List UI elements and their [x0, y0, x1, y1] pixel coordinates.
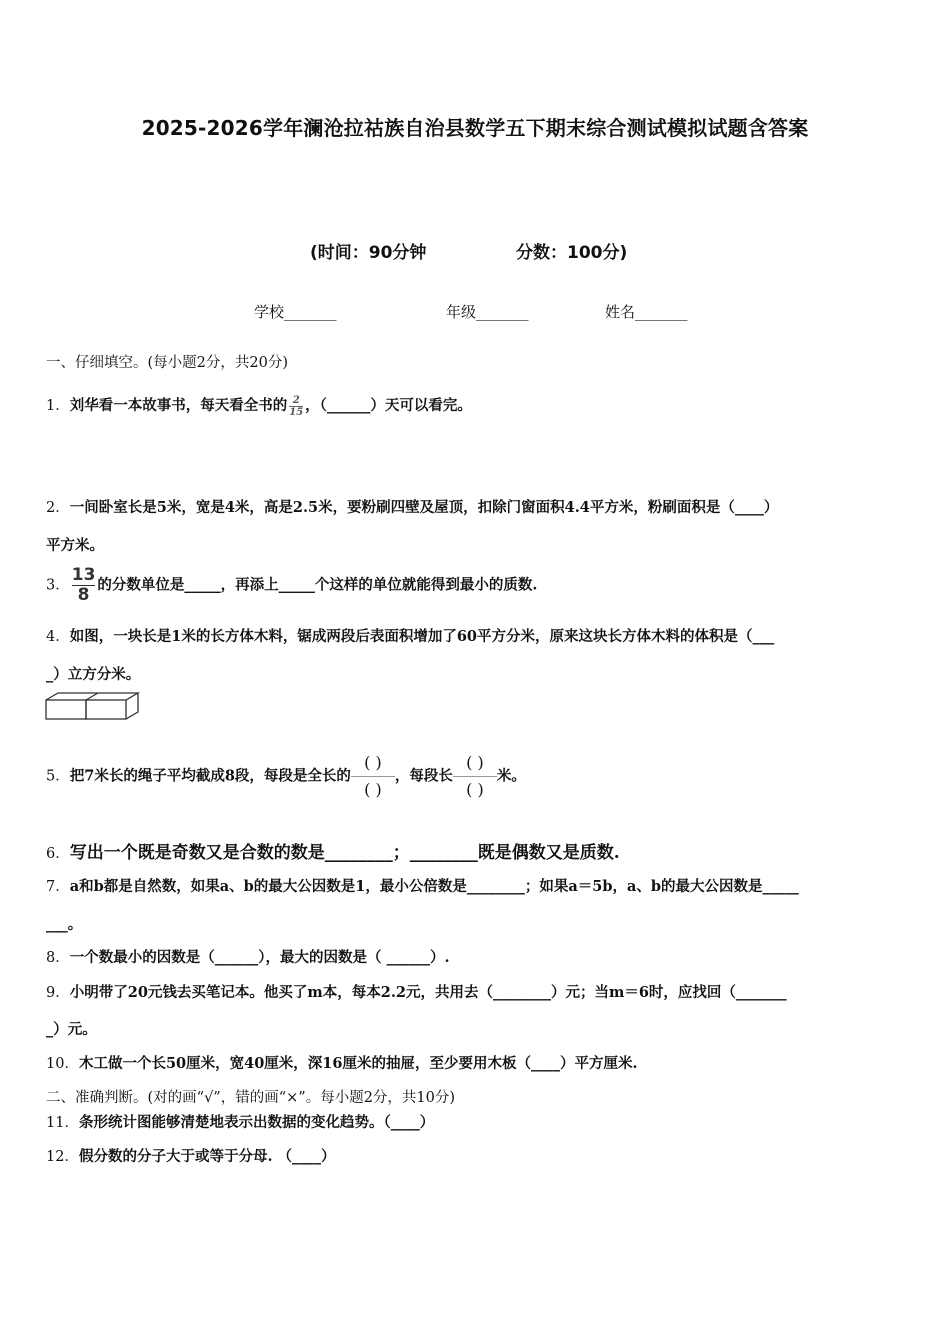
blank-numerator: ( ) [466, 753, 484, 772]
question-text: ，（______）天可以看完。 [305, 397, 472, 414]
question-9-continued: _）元。 [46, 1021, 97, 1038]
question-number: 2． [46, 500, 70, 516]
question-10 [46, 1052, 638, 1073]
question-11 [46, 1111, 434, 1132]
question-number: 3． [46, 577, 70, 594]
question-number: 12． [46, 1149, 79, 1165]
question-5 [46, 750, 526, 803]
question-number: 10． [46, 1056, 79, 1072]
block-left-front [46, 700, 86, 719]
question-number: 11． [46, 1115, 79, 1131]
question-7 [46, 875, 799, 896]
question-12 [46, 1145, 336, 1166]
section-heading-judgement: 二、准确判断。(对的画“√”，错的画“×”。每小题2分，共10分) [46, 1090, 456, 1106]
question-number: 9． [46, 985, 70, 1001]
name-field: 姓名_______ [605, 303, 688, 321]
question-text: 小明带了20元钱去买笔记本。他买了m本，每本2.2元，共用去（________）元；当m＝6时，应找回（_______ [69, 984, 787, 1001]
blank-denominator: ( ) [351, 776, 395, 803]
block-right-front [86, 700, 126, 719]
question-number: 6． [46, 846, 70, 862]
question-text: ，每段长 [394, 767, 453, 785]
fraction [289, 395, 303, 418]
fraction [72, 566, 96, 605]
question-7-continued: ___。 [46, 916, 83, 933]
school-field: 学校_______ [254, 303, 337, 321]
question-number: 5． [46, 768, 70, 785]
blank-numerator: ( ) [364, 753, 382, 772]
section-heading-fill-in: 一、仔细填空。(每小题2分，共20分) [46, 355, 288, 371]
question-number: 1． [46, 398, 70, 414]
fraction-denominator: 15 [289, 406, 304, 418]
question-number: 8． [46, 950, 70, 966]
question-1 [46, 394, 472, 418]
question-text: 假分数的分子大于或等于分母. （____） [78, 1148, 336, 1165]
question-text: 条形统计图能够清楚地表示出数据的变化趋势。（____） [78, 1114, 435, 1131]
blank-fraction-1 [351, 750, 395, 803]
fraction-numerator: 2 [292, 394, 300, 406]
question-6 [46, 838, 620, 863]
question-text: a和b都是自然数，如果a、b的最大公因数是1，最小公倍数是________；如果a＝5b，a、b的最大公因数是_____ [69, 878, 799, 895]
question-text: 木工做一个长50厘米，宽40厘米，深16厘米的抽屉，至少要用木板（____）平方厘米. [78, 1055, 638, 1072]
question-9 [46, 981, 787, 1002]
question-number: 7． [46, 879, 70, 895]
question-3 [46, 566, 537, 605]
question-text: 一间卧室长是5米，宽是4米，高是2.5米，要粉刷四壁及屋顶，扣除门窗面积4.4平方米，粉刷面积是（____） [69, 499, 779, 516]
question-4 [46, 625, 774, 646]
question-4-continued: _）立方分米。 [46, 666, 141, 683]
question-number: 4． [46, 629, 70, 645]
document-title: 2025-2026学年澜沧拉祜族自治县数学五下期末综合测试模拟试题含答案 [141, 116, 809, 140]
blank-fraction-2 [453, 750, 497, 803]
question-text: 写出一个既是奇数又是合数的数是________；________既是偶数又是质数. [69, 843, 620, 863]
question-2 [46, 496, 778, 517]
question-text: 刘华看一本故事书，每天看全书的 [69, 397, 288, 414]
question-text: 的分数单位是_____，再添上_____个这样的单位就能得到最小的质数. [97, 576, 538, 594]
cut-line [86, 693, 98, 700]
question-text: 米。 [496, 767, 526, 785]
question-text: 一个数最小的因数是（______），最大的因数是（ ______）. [69, 949, 450, 966]
grade-field: 年级_______ [446, 303, 529, 321]
blank-denominator: ( ) [453, 776, 497, 803]
fraction-denominator: 8 [72, 585, 96, 605]
question-8 [46, 946, 450, 967]
wood-block-figure [45, 692, 141, 722]
question-text: 如图，一块长是1米的长方体木料，锯成两段后表面积增加了60平方分米，原来这块长方体木料的体积是（___ [69, 628, 775, 645]
fraction-numerator: 13 [71, 565, 96, 585]
exam-time: (时间：90分钟 [310, 243, 427, 263]
exam-score: 分数：100分) [516, 243, 628, 263]
question-text: 把7米长的绳子平均截成8段，每段是全长的 [69, 767, 351, 785]
question-2-continued: 平方米。 [46, 537, 104, 554]
